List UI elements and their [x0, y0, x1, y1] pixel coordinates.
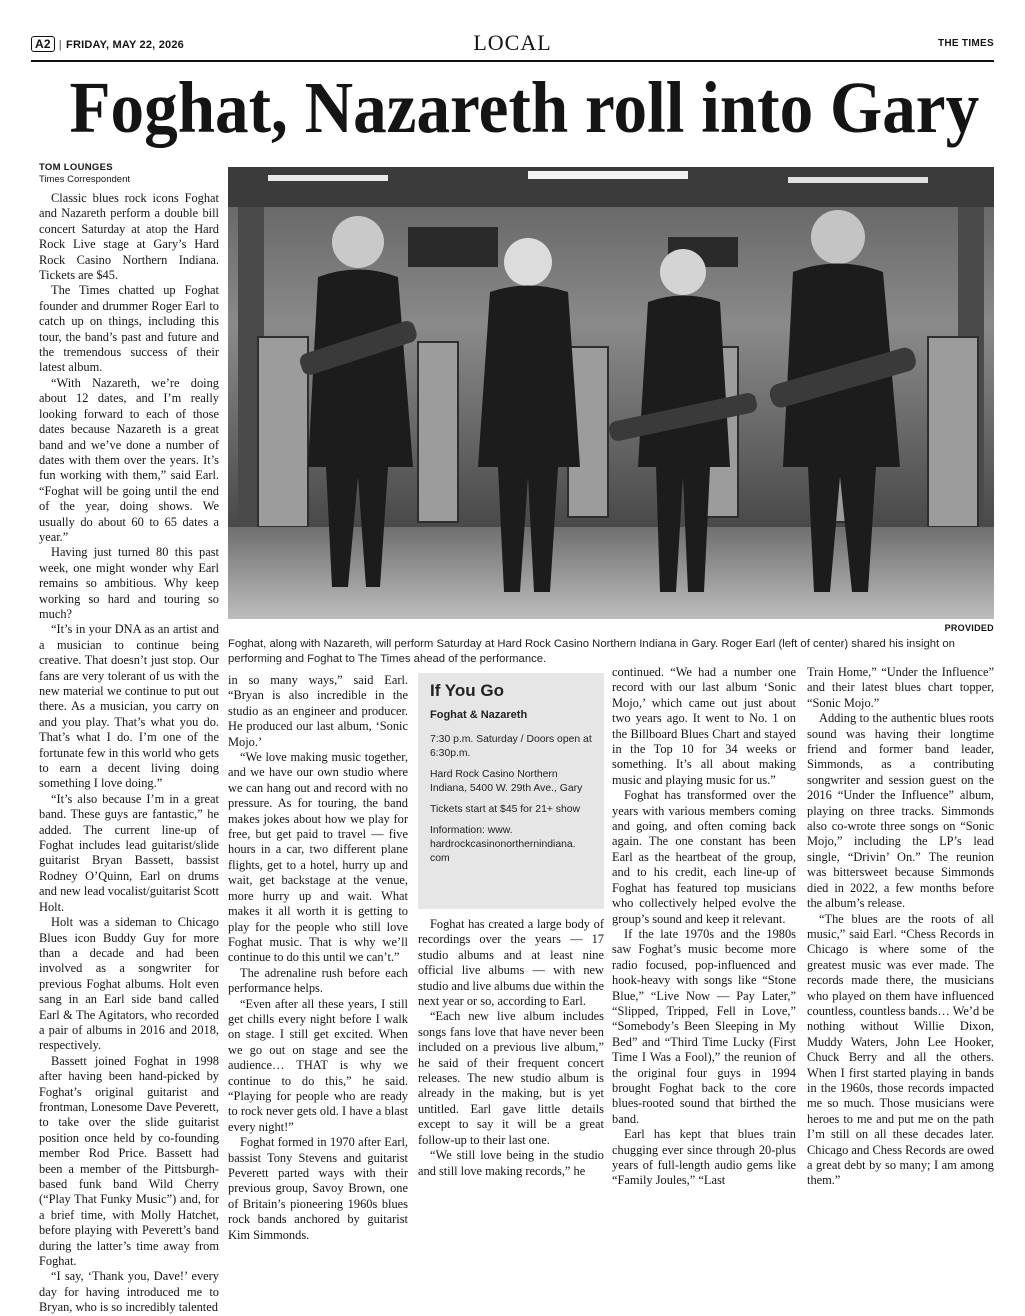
if-you-go-box [418, 673, 604, 909]
paragraph: “We still love being in the studio and still love making records,” he [418, 1148, 604, 1178]
folio: A2 | FRIDAY, MAY 22, 2026 [31, 36, 184, 52]
paragraph: “We love making music together, and we have our own studio where we can hang out and record with no pressure. As for touring, the band makes jokes about how we play for free, but get paid to travel — five hours in a car, two different plane flights, get to a hotel, hurry up and wait, get backstage at the venue, more hurry up and wait. What makes it all worth it is getting to play for the people who still love Foghat music. That is why we’ll continue to do this until we can’t.” [228, 750, 408, 965]
event-info: Information: www. hardrockcasinonorthernindiana. com [430, 825, 576, 864]
section-name: LOCAL [473, 30, 552, 55]
paragraph: “With Nazareth, we’re doing about 12 dates, and I’m really looking forward to each of those dates because Nazareth is a great band and we’ve done a number of dates with them over the years. It’s fun working with them,” said Earl. “Foghat will be going until the end of the year, doing shows. We usually do about 60 to 65 dates a year.” [39, 375, 219, 544]
byline-name: TOM LOUNGES [39, 162, 113, 173]
article-column-3 [418, 917, 604, 1179]
paragraph: Foghat has transformed over the years with various members coming and going, and often coming back again. The one constant has been Earl as the heartbeat of the group, and to his credit, each line-up of Foghat has featured top musicians who collectively helped evolve the group’s sound and keep it relevant. [612, 788, 796, 926]
paragraph: Train Home,” “Under the Influence” and their latest blues chart topper, “Sonic Mojo.” [807, 665, 994, 710]
band-photo-illustration [228, 167, 994, 619]
paragraph: “The blues are the roots of all music,” said Earl. “Chess Records in Chicago is where some of the greatest music was ever made. The records made there, the musicians who played on them have influenced countless, countless bands… We’d be nothing without Willie Dixon, Muddy Waters, John Lee Hooker, Chuck Berry and all the others. When I first started playing in bands in the 1960s, those records impacted me so much. Those musicians were heroes to me and put me on the path I’m still on all these decades later. Chicago and Chess Records are owed a great debt by so many; I am among them.” [807, 911, 995, 1188]
paragraph: “It’s in your DNA as an artist and a musician to continue being creative. That doesn’t just stop. Our fans are very tolerant of us with the new material we continue to put out there. As a musician, you carry on and you play. That’s what you do. That’s what I do. I’m one of the fortunate few in this world who gets to earn a decent living doing something I love doing.” [39, 622, 219, 791]
article-column-5 [807, 665, 994, 1189]
if-you-go-title: If You Go [430, 681, 504, 700]
page-number: A2 [31, 36, 55, 52]
paragraph: “Each new live album includes songs fans love that have never been included on a previous live album,” he said of their frequent concert releases. The new studio album is already in the making, but is yet untitled. Earl gave little details except to say it will be a great follow-up to their last one. [418, 1009, 604, 1147]
paragraph: Bassett joined Foghat in 1998 after having been hand-picked by Foghat’s original guitarist and frontman, Lonesome Dave Peverett, to take over the slide guitarist position once held by co-founding member Rod Price. Bassett had been a member of the Pittsburgh-based funk band Wild Cherry (“Play That Funky Music”) and, for a brief time, with Molly Hatchet, before playing with Peverett’s band during the latter’s time away from Foghat. [39, 1053, 219, 1269]
band-photo [228, 167, 994, 619]
event-time: 7:30 p.m. Saturday / Doors open at 6:30p.m. [430, 734, 592, 759]
photo-credit: PROVIDED [944, 623, 994, 633]
paragraph: “I say, ‘Thank you, Dave!’ every day for having introduced me to Bryan, who is so incredibly talented [39, 1269, 219, 1315]
paragraph: “Even after all these years, I still get chills every night before I walk on stage. I still get excited. When we go out on stage and see the audience… THAT is why we continue to do this,” he said. “Playing for people who are ready to rock never gets old. I have a blast every night!” [228, 996, 408, 1134]
article-column-4 [612, 665, 796, 1189]
paragraph: If the late 1970s and the 1980s saw Foghat’s music become more radio focused, pop-influenced and hook-heavy with songs like “Stone Blue,” “Live Now — Pay Later,” “Slipped, Tripped, Fell in Love,” “Somebody’s Been Sleeping in My Bed” and “Third Time Lucky (First Time I Was a Fool),” the reunion of the original four guys in 1994 brought Foghat back to the core blues-rooted sound that birthed the band. [612, 926, 796, 1126]
paragraph: “It’s also because I’m in a great band. These guys are fantastic,” he added. The current line-up of Foghat includes lead guitarist/slide guitarist Bryan Bassett, bassist Rodney O’Quinn, Earl on drums and new lead vocalist/guitarist Scott Holt. [39, 791, 219, 914]
publication-name: THE TIMES [937, 38, 994, 49]
paragraph: Holt was a sideman to Chicago Blues icon Buddy Guy for more than a decade and had been involved as a songwriter for previous Foghat albums. Holt even sang in an Earl side band called Earl & The Agitators, who recorded a pair of albums in 2016 and 2018, respectively. [39, 915, 219, 1053]
paragraph: continued. “We had a number one record with our last album ‘Sonic Mojo,’ which came out just about two years ago. It went to No. 1 on the Billboard Blues Chart and stayed in the Top 10 for 34 weeks or something. It’s all about making music and playing music for us.” [612, 665, 796, 787]
paragraph: Having just turned 80 this past week, one might wonder why Earl remains so ambitious. Why keep working so hard and touring so much? [39, 545, 219, 621]
event-venue: Hard Rock Casino Northern Indiana, 5400 W. 29th Ave., Gary [430, 769, 583, 794]
photo-caption: Foghat, along with Nazareth, will perform Saturday at Hard Rock Casino Northern Indiana in Gary. Roger Earl (left of center) shared his insight on performing and Foghat to The Times ahead of the performance. [228, 638, 955, 665]
paragraph: The Times chatted up Foghat founder and drummer Roger Earl to catch up on things, including this tour, the band’s past and future and the tremendous success of their latest album. [39, 283, 219, 375]
event-name: Foghat & Nazareth [430, 709, 528, 721]
headline: Foghat, Nazareth roll into Gary [69, 67, 980, 148]
paragraph: Adding to the authentic blues roots sound was having their longtime friend and former band leader, Simmonds, as a contributing songwriter and session guest on the 2016 “Under the Influence” album, playing on three tracks. Simmonds also co-wrote three songs on “Sonic Mojo,” including the LP’s lead single, “Drivin’ On.” The reunion was bittersweet because Simmonds died in 2022, a few months before the album’s release. [807, 711, 994, 911]
article-column-2 [228, 673, 408, 1243]
paragraph: Earl has kept that blues train chugging ever since through 20-plus years of full-length audio gems like “Family Joules,” “Last [612, 1127, 796, 1188]
article-column-1 [39, 191, 219, 1316]
paragraph: in so many ways,” said Earl. “Bryan is also incredible in the studio as an engineer and producer. He produced our last album, ‘Sonic Mojo.’ [228, 673, 408, 749]
byline-title: Times Correspondent [39, 174, 130, 185]
paragraph: Foghat has created a large body of recordings over the years — 17 studio albums and at least nine official live albums — with new studio and live albums due within the next year or so, according to Earl. [418, 917, 604, 1009]
paragraph: Classic blues rock icons Foghat and Nazareth perform a double bill concert Saturday at atop the Hard Rock Live stage at Gary’s Hard Rock Casino Northern Indiana. Tickets are $45. [39, 191, 219, 283]
paragraph: The adrenaline rush before each performance helps. [228, 965, 408, 996]
page-header [31, 30, 994, 58]
event-tickets: Tickets start at $45 for 21+ show [430, 804, 581, 815]
issue-date: FRIDAY, MAY 22, 2026 [66, 39, 184, 51]
paragraph: Foghat formed in 1970 after Earl, bassist Tony Stevens and guitarist Peverett parted ways with their previous group, Savoy Brown, one of Britain’s pioneering 1960s blues rock bands anchored by guitarist Kim Simmonds. [228, 1135, 408, 1242]
byline [39, 162, 130, 186]
